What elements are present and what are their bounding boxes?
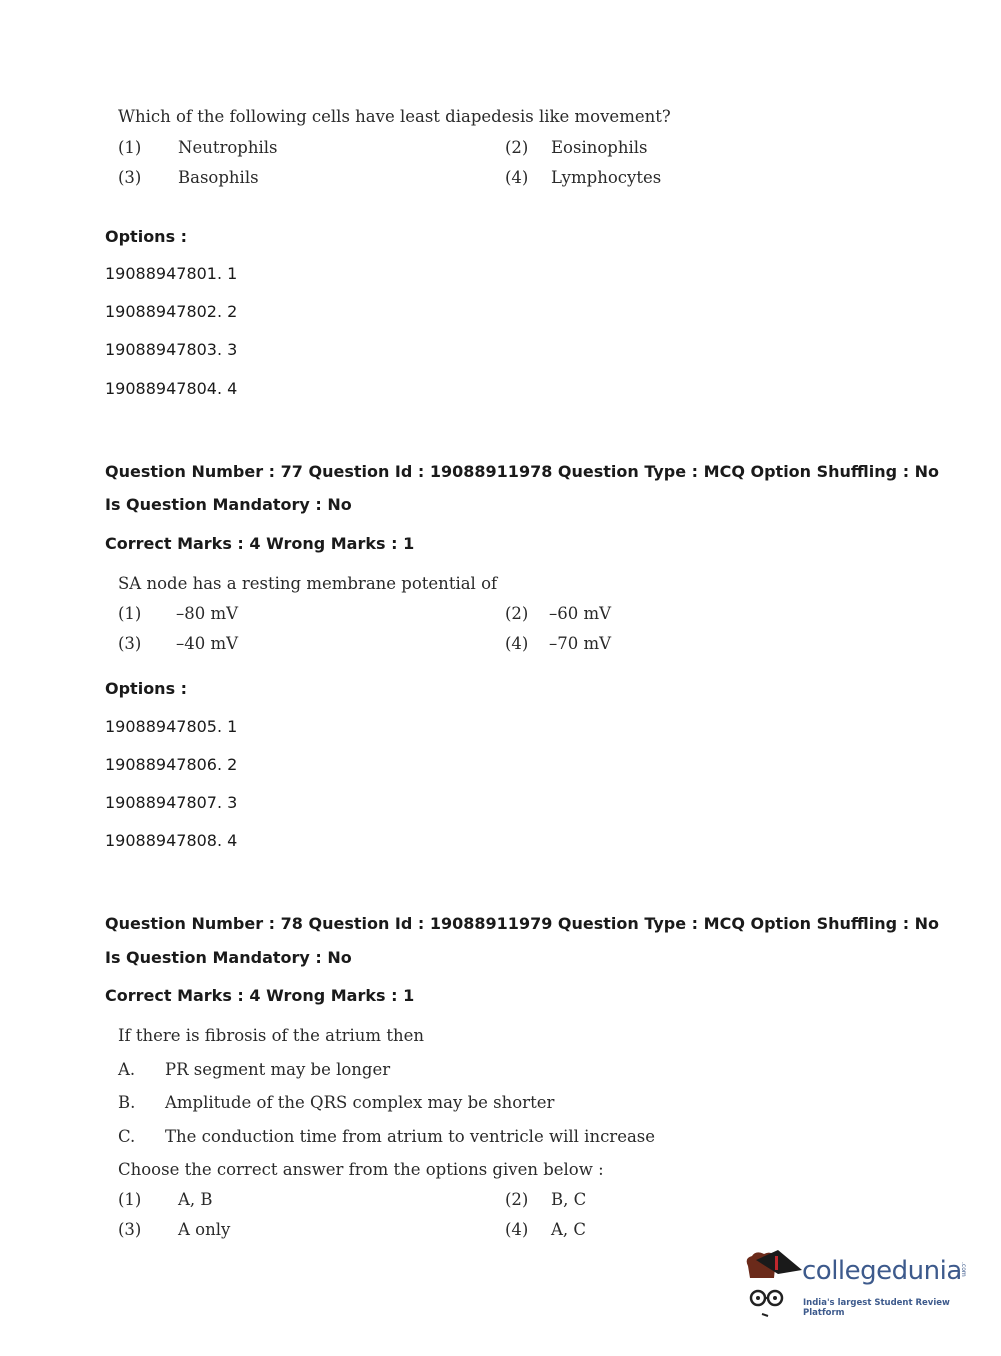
choice-text: A only bbox=[178, 1220, 231, 1239]
question-mandatory: Is Question Mandatory : No bbox=[105, 948, 352, 967]
option-id: 19088947803. 3 bbox=[105, 340, 238, 359]
choice-number: (1) bbox=[118, 138, 142, 157]
choice-text: –60 mV bbox=[549, 604, 612, 623]
question-marks: Correct Marks : 4 Wrong Marks : 1 bbox=[105, 986, 415, 1005]
options-label: Options : bbox=[105, 679, 188, 698]
choice-number: (3) bbox=[118, 1220, 142, 1239]
question-text: If there is fibrosis of the atrium then bbox=[118, 1026, 424, 1045]
choice-text: –80 mV bbox=[176, 604, 239, 623]
choice-number: (4) bbox=[505, 168, 529, 187]
options-label: Options : bbox=[105, 227, 188, 246]
choice-text: –40 mV bbox=[176, 634, 239, 653]
option-id: 19088947808. 4 bbox=[105, 831, 238, 850]
option-id: 19088947805. 1 bbox=[105, 717, 238, 736]
option-id: 19088947807. 3 bbox=[105, 793, 238, 812]
choice-number: (4) bbox=[505, 634, 529, 653]
question-marks: Correct Marks : 4 Wrong Marks : 1 bbox=[105, 534, 415, 553]
choice-text: –70 mV bbox=[549, 634, 612, 653]
choose-instruction: Choose the correct answer from the options given below : bbox=[118, 1160, 604, 1179]
logo-tagline: India's largest Student Review Platform bbox=[803, 1298, 950, 1318]
choice-number: (3) bbox=[118, 168, 142, 187]
choice-number: (2) bbox=[505, 1190, 529, 1209]
choice-text: A, C bbox=[551, 1220, 587, 1239]
choice-text: Eosinophils bbox=[551, 138, 648, 157]
statement-letter: C. bbox=[118, 1127, 136, 1146]
statement-text: PR segment may be longer bbox=[165, 1060, 391, 1079]
option-id: 19088947801. 1 bbox=[105, 264, 238, 283]
logo-com: .com bbox=[960, 1262, 967, 1277]
choice-number: (3) bbox=[118, 634, 142, 653]
mascot-icon bbox=[742, 1248, 804, 1320]
choice-text: Basophils bbox=[178, 168, 259, 187]
statement-letter: A. bbox=[118, 1060, 136, 1079]
choice-text: Lymphocytes bbox=[551, 168, 662, 187]
question-mandatory: Is Question Mandatory : No bbox=[105, 495, 352, 514]
option-id: 19088947804. 4 bbox=[105, 379, 238, 398]
statement-text: Amplitude of the QRS complex may be shorter bbox=[165, 1093, 555, 1112]
choice-text: B, C bbox=[551, 1190, 587, 1209]
question-text: SA node has a resting membrane potential of bbox=[118, 574, 498, 593]
question-text: Which of the following cells have least diapedesis like movement? bbox=[118, 107, 671, 126]
statement-letter: B. bbox=[118, 1093, 136, 1112]
choice-text: A, B bbox=[178, 1190, 213, 1209]
option-id: 19088947806. 2 bbox=[105, 755, 238, 774]
choice-number: (1) bbox=[118, 1190, 142, 1209]
collegedunia-logo bbox=[742, 1248, 972, 1320]
question-header: Question Number : 77 Question Id : 19088911978 Question Type : MCQ Option Shuffling : No bbox=[105, 462, 940, 481]
option-id: 19088947802. 2 bbox=[105, 302, 238, 321]
logo-name: collegedunia bbox=[802, 1256, 962, 1286]
choice-number: (2) bbox=[505, 604, 529, 623]
choice-text: Neutrophils bbox=[178, 138, 278, 157]
choice-number: (2) bbox=[505, 138, 529, 157]
question-header: Question Number : 78 Question Id : 19088911979 Question Type : MCQ Option Shuffling : No bbox=[105, 914, 940, 933]
statement-text: The conduction time from atrium to ventricle will increase bbox=[165, 1127, 656, 1146]
choice-number: (1) bbox=[118, 604, 142, 623]
choice-number: (4) bbox=[505, 1220, 529, 1239]
